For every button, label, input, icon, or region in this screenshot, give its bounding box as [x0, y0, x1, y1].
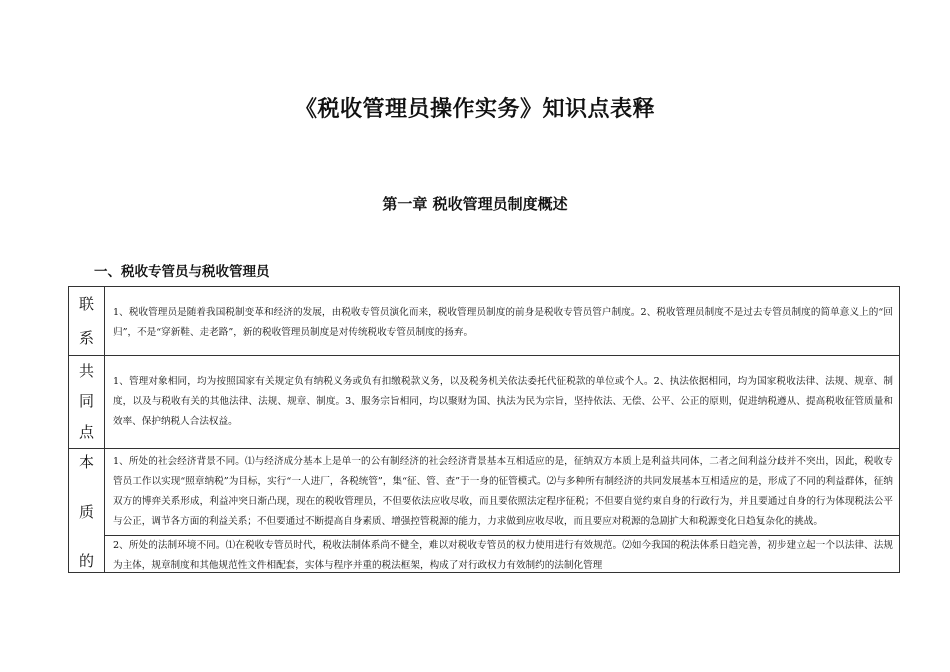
row-label-char: 点: [78, 423, 94, 442]
comparison-table: [68, 286, 900, 573]
row-label-char: 系: [78, 328, 94, 347]
content-text: 1、所处的社会经济背景不同。⑴与经济成分基本上是单一的公有制经济的社会经济背景基本互相适应的是，征纳双方本质上是利益共同体，二者之间利益分歧并不突出，因此，税收专管员工作以实现“照章纳税”为目标，实行“一人进厂，各税统管”，集“征、管、查”于一身的征管模式。⑵与多种所有制经济的共同发展基本互相适应的是，形成了不同的利益群体，征纳双方的博弈关系形成，利益冲突日渐凸现，现在的税收管理员，不但要依法应收尽收，而且要依照法定程序征税；不但要自觉约束自身的行政行为，并且要通过自身的行为体现税法公平与公正，调节各方面的利益关系；不但要通过不断提高自身素质、增强控管税源的能力，力求做到应收尽收，而且要应对税源的急剧扩大和税源变化日趋复杂化的挑战。: [113, 456, 893, 527]
table-row: [69, 536, 900, 573]
content-text: 2、所处的法制环境不同。⑴在税收专管员时代，税收法制体系尚不健全，难以对税收专管员的权力使用进行有效规范。⑵如今我国的税法体系日趋完善，初步建立起一个以法律、法规为主体，规章制度和其他规范性文件相配套，实体与程序并重的税法框架，构成了对行政权力有效制约的法制化管理: [113, 540, 893, 571]
section-heading: 一、税收专管员与税收管理员: [94, 264, 270, 280]
table-row: [69, 287, 900, 356]
row-content-lianxi: [105, 287, 900, 356]
row-label-char: 同: [78, 392, 94, 411]
row-content-benzhi-1: [105, 449, 900, 536]
chapter-title: 第一章 税收管理员制度概述: [382, 195, 568, 213]
row-label-char: 本: [78, 453, 94, 471]
row-label-char: 共: [78, 361, 94, 380]
row-label-char: 质: [78, 502, 94, 521]
table-row: [69, 449, 900, 536]
row-label-gongtong: [69, 356, 105, 449]
row-label-char: 的: [78, 552, 94, 570]
row-label-lianxi: [69, 287, 105, 356]
document-title: 《税收管理员操作实务》知识点表释: [294, 97, 655, 122]
row-content-benzhi-2: [105, 536, 900, 573]
table-row: [69, 356, 900, 449]
row-label-char: 联: [78, 294, 94, 313]
row-label-benzhi: [69, 449, 105, 573]
content-text: 1、税收管理员是随着我国税制变革和经济的发展，由税收专管员演化而来，税收管理员制度的前身是税收专管员管户制度。2、税收管理员制度不是过去专管员制度的简单意义上的“回归”，不是“穿新鞋、走老路”，新的税收管理员制度是对传统税收专管员制度的扬弃。: [113, 307, 893, 338]
row-content-gongtong: [105, 356, 900, 449]
content-text: 1、管理对象相同，均为按照国家有关规定负有纳税义务或负有扣缴税款义务，以及税务机关依法委托代征税款的单位或个人。2、执法依据相同，均为国家税收法律、法规、规章、制度，以及与税收有关的其他法律、法规、规章、制度。3、服务宗旨相同，均以聚财为国、执法为民为宗旨，坚持依法、无偿、公平、公正的原则，促进纳税遵从、提高税收征管质量和效率、保护纳税人合法权益。: [113, 376, 893, 427]
